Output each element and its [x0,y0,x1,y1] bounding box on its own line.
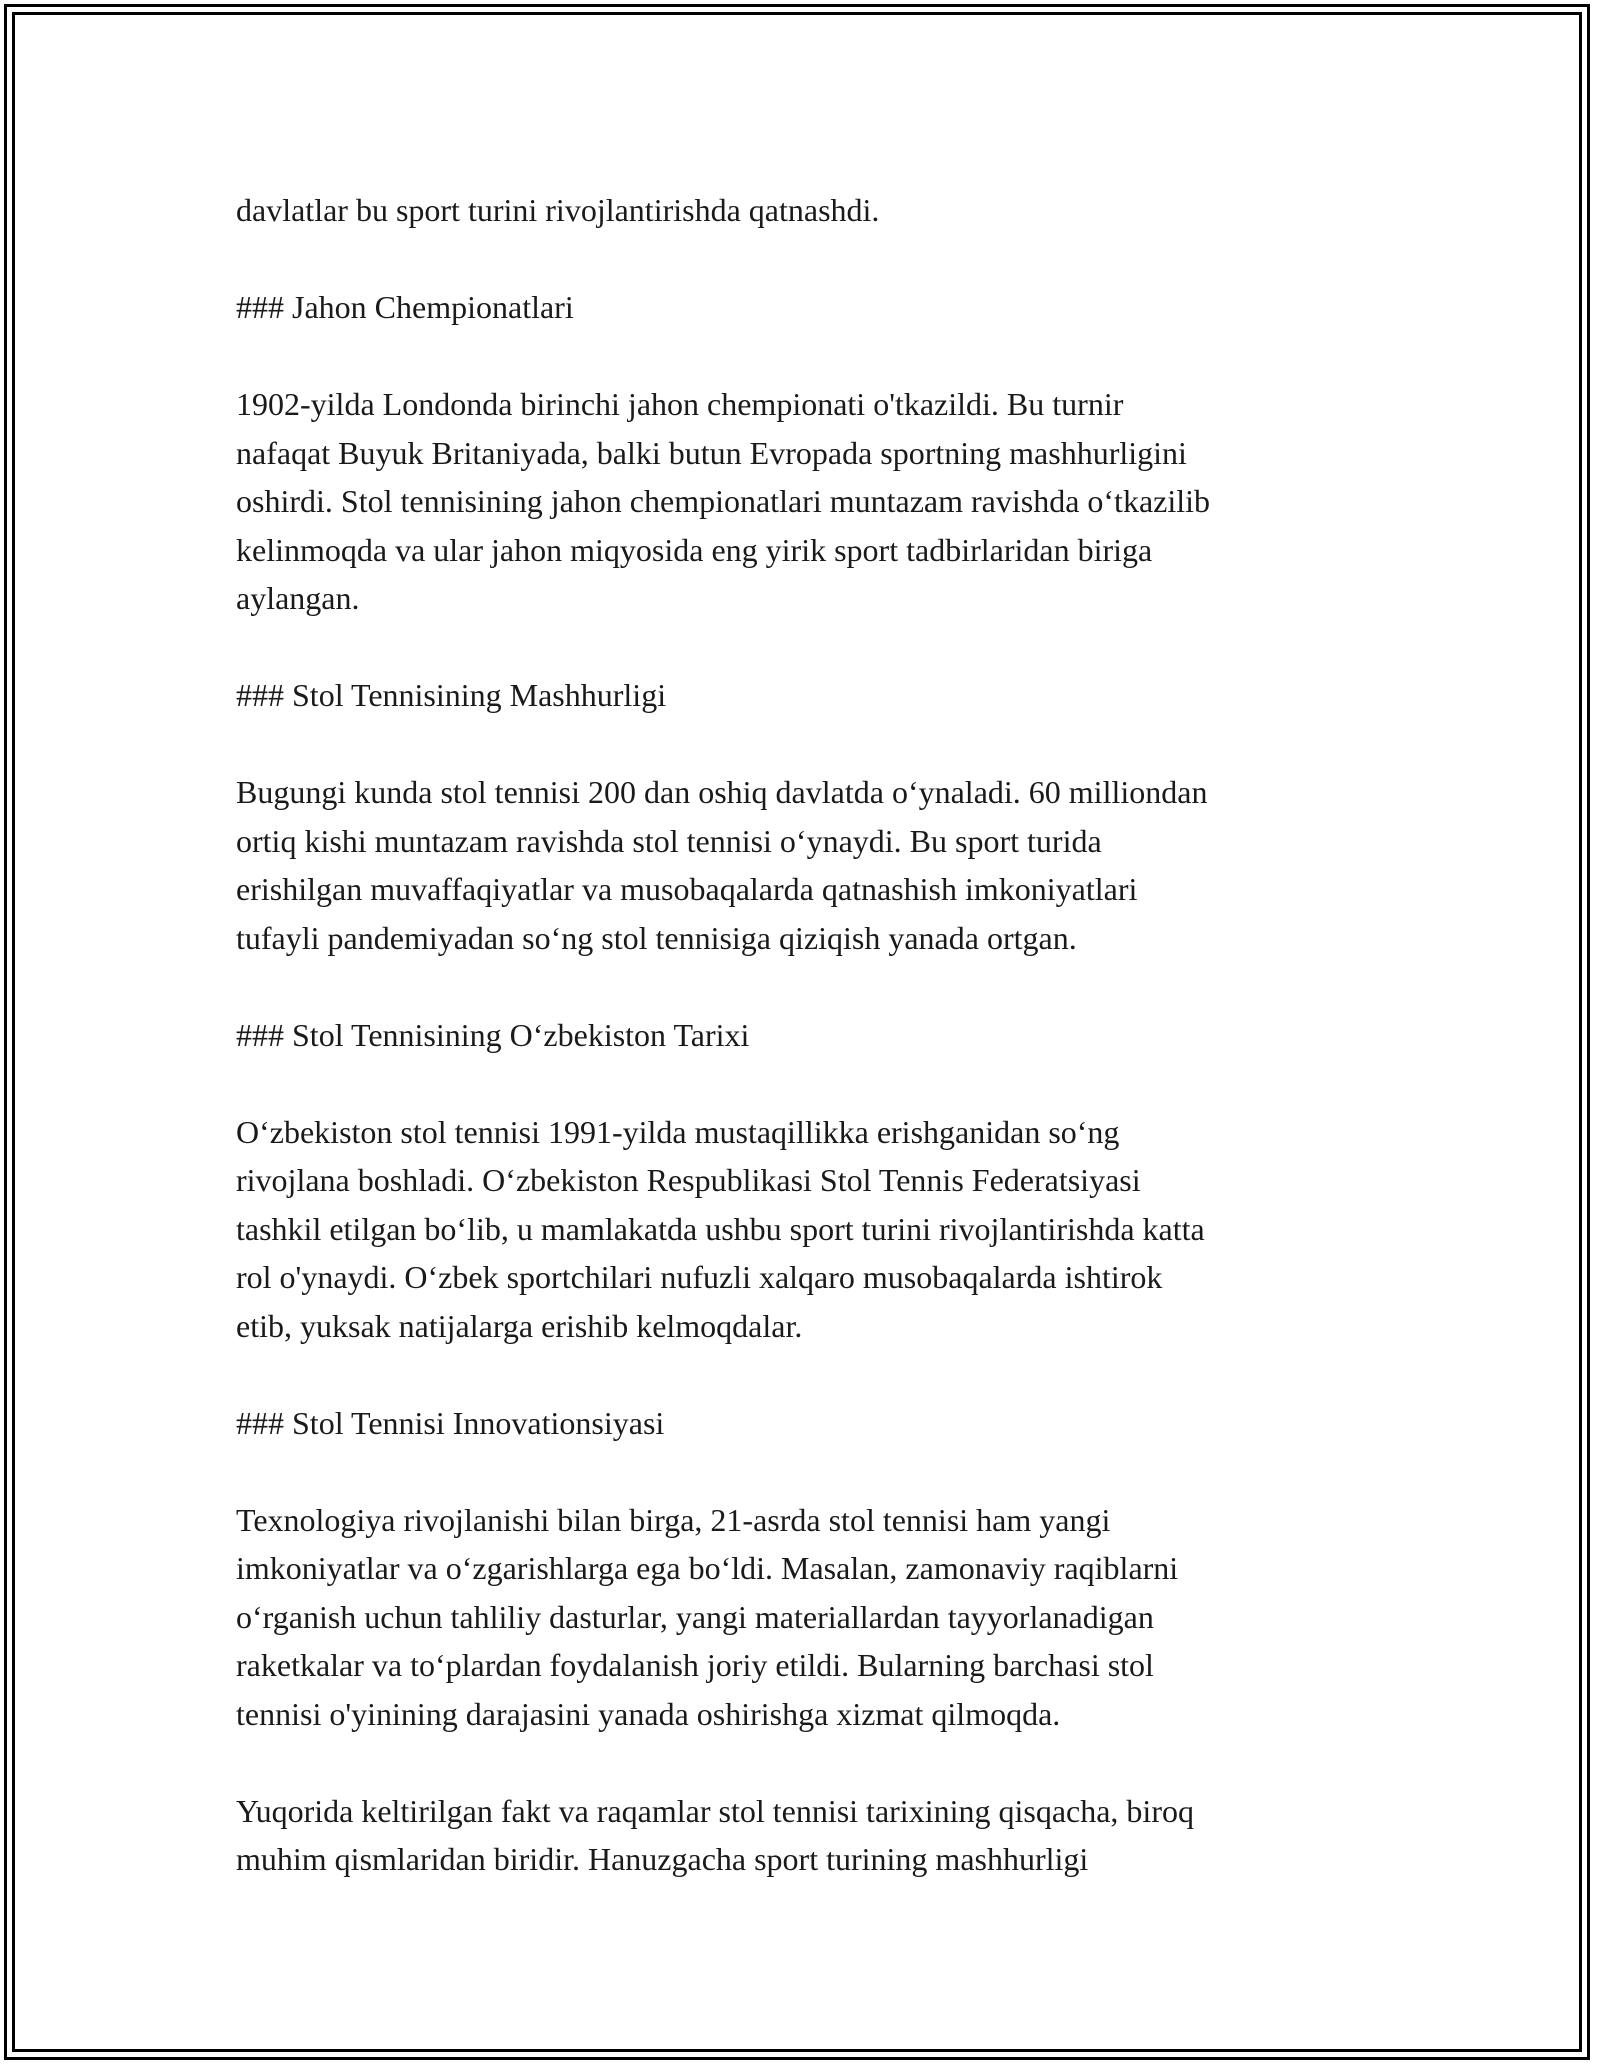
paragraph-conclusion-fragment: Yuqorida keltirilgan fakt va raqamlar stol tennisi tarixining qisqacha, biroq muhim qismlaridan biridir. Hanuzgacha sport turining mashhurligi [236,1792,1194,1877]
paragraph-stol-tennisining-mashhurligi: Bugungi kunda stol tennisi 200 dan oshiq davlatda o‘ynaladi. 60 milliondan ortiq kishi muntazam ravishda stol tennisi o‘ynaydi. Bu sport turida erishilgan muvaffaqiyatlar va musobaqalarda qatnashish imkoniyatlari tufayli pandemiyadan so‘ng stol tennisiga qiziqish yanada ortgan. [236,774,1208,956]
document-body [236,186,1376,1884]
heading-innovationsiyasi: ### Stol Tennisi Innovationsiyasi [236,1404,665,1441]
heading-stol-tennisining-mashhurligi: ### Stol Tennisining Mashhurligi [236,677,667,713]
paragraph-ozbekiston-tarixi: O‘zbekiston stol tennisi 1991-yilda mustaqillikka erishganidan so‘ng rivojlana boshladi. O‘zbekiston Respublikasi Stol Tennis Federatsiyasi tashkil etilgan bo‘lib, u mamlakatda ushbu sport turini rivojlantirishda katta rol o'ynaydi. O‘zbek sportchilari nufuzli xalqaro musobaqalarda ishtirok etib, yuksak natijalarga erishib kelmoqdalar. [236,1113,1205,1344]
heading-jahon-chempionatlari: ### Jahon Chempionatlari [236,289,574,325]
paragraph-jahon-chempionatlari: 1902-yilda Londonda birinchi jahon chempionati o'tkazildi. Bu turnir nafaqat Buyuk Britaniyada, balki butun Evropada sportning mashhurligini oshirdi. Stol tennisining jahon chempionatlari muntazam ravishda o‘tkazilib kelinmoqda va ular jahon miqyosida eng yirik sport tadbirlaridan biriga aylangan. [236,386,1211,616]
heading-ozbekiston-tarixi: ### Stol Tennisining O‘zbekiston Tarixi [236,1016,750,1053]
paragraph-intro-fragment: davlatlar bu sport turini rivojlantirishda qatnashdi. [236,192,880,228]
paragraph-innovationsiyasi: Texnologiya rivojlanishi bilan birga, 21-asrda stol tennisi ham yangi imkoniyatlar va o‘zgarishlarga ega bo‘ldi. Masalan, zamonaviy raqiblarni o‘rganish uchun tahliliy dasturlar, yangi materiallardan tayyorlanadigan raketkalar va to‘plardan foydalanish joriy etildi. Bularning barchasi stol tennisi o'yinining darajasini yanada oshirishga xizmat qilmoqda. [236,1501,1179,1732]
